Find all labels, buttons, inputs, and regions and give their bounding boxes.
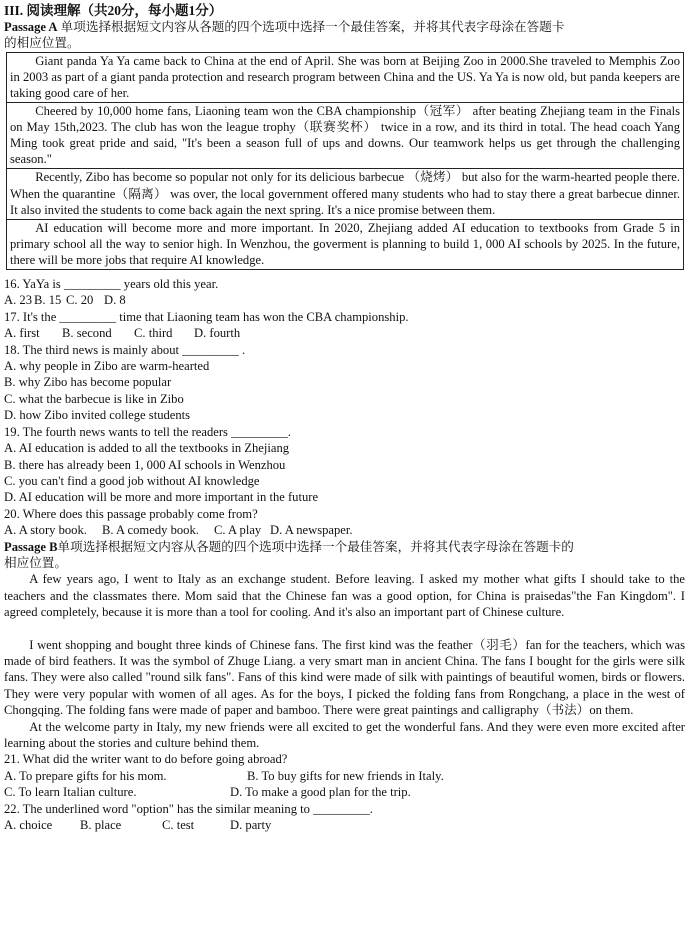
- question-stem: 19. The fourth news wants to tell the readers _________.: [4, 424, 291, 439]
- option-a[interactable]: A. A story book.: [4, 523, 87, 538]
- news-item: [7, 103, 683, 169]
- news-text: AI education will become more and more important. In 2020, Zhejiang added AI education to textbooks from Grade 5 in primary school all the way to senior high. In Wenzhou, the goverment is planning to build 1, 000 AI schools by 2025. In the future, there will be more jobs that require AI knowledge.: [10, 220, 680, 267]
- option-b[interactable]: B. there has already been 1, 000 AI schools in Wenzhou: [4, 457, 286, 472]
- option-d[interactable]: D. party: [230, 818, 272, 833]
- passage-b-paragraph: At the welcome party in Italy, my new friends were all excited to get the wonderful fans. And they were even more excited after learning about the stories and culture behind them.: [4, 719, 685, 750]
- option-c[interactable]: C. 20: [66, 293, 94, 308]
- option-b[interactable]: B. 15: [34, 293, 62, 308]
- question-options: [4, 768, 685, 784]
- news-item: [7, 220, 683, 269]
- passage-a-instruction: [4, 19, 685, 35]
- news-box: [6, 52, 684, 270]
- option-d[interactable]: D. how Zibo invited college students: [4, 408, 191, 423]
- question-stem: 22. The underlined word "option" has the similar meaning to _________.: [4, 801, 373, 816]
- question-stem: 17. It's the _________ time that Liaoning team has won the CBA championship.: [4, 309, 409, 324]
- question-stem: 16. YaYa is _________ years old this year.: [4, 277, 219, 292]
- option-c[interactable]: C. what the barbecue is like in Zibo: [4, 391, 184, 406]
- option-a[interactable]: A. AI education is added to all the textbooks in Zhejiang: [4, 441, 290, 456]
- option-d[interactable]: D. fourth: [194, 326, 241, 341]
- passage-a-instruction-text: 单项选择根据短文内容从各题的四个选项中选择一个最佳答案，并将其代表字母涂在答题卡: [57, 20, 565, 34]
- question-options: [4, 784, 685, 800]
- option-d[interactable]: D. 8: [104, 293, 126, 308]
- question-stem: 18. The third news is mainly about _________ .: [4, 342, 246, 357]
- option-a[interactable]: A. why people in Zibo are warm-hearted: [4, 359, 210, 374]
- option-a[interactable]: A. To prepare gifts for his mom.: [4, 768, 167, 783]
- question-stem: 21. What did the writer want to do before going abroad?: [4, 752, 288, 767]
- question-stem: 20. Where does this passage probably come from?: [4, 506, 258, 521]
- option-a[interactable]: A. first: [4, 326, 40, 341]
- news-text: Cheered by 10,000 home fans, Liaoning team won the CBA championship（冠军） after beating Zhejiang team in the Finals on May 15th,2023. The club has won the league trophy（联赛奖杯） twice in a row, and its third in total. The head coach Yang Ming took great pride and said, "It's been a season full of ups and downs. Our teamwork helps us get through the challenging season.": [10, 104, 680, 167]
- news-text: Recently, Zibo has become so popular not only for its delicious barbecue （烧烤） but also for the warm-hearted people there. When the quarantine（隔离） was over, the local government offered many students who had to stay there a great barbecue dinner. It also invited the students to come back again the next spring. It's a nice promise between them.: [10, 170, 680, 217]
- passage-b-instruction: [4, 539, 685, 555]
- option-c[interactable]: C. test: [162, 818, 195, 833]
- option-b[interactable]: B. second: [62, 326, 112, 341]
- option-b[interactable]: B. place: [80, 818, 122, 833]
- exam-page: [4, 2, 685, 833]
- passage-a-instruction-cont: 的相应位置。: [4, 36, 80, 51]
- passage-b-instruction-text: 单项选择根据短文内容从各题的四个选项中选择一个最佳答案，并将其代表字母涂在答题卡的: [57, 539, 574, 554]
- passage-b-instruction-cont: 相应位置。: [4, 555, 67, 570]
- question-options: [4, 325, 685, 341]
- passage-b-paragraph: I went shopping and bought three kinds of Chinese fans. The first kind was the feather（羽毛）fan for the teachers, which was made of bird feathers. It was the symbol of Zhuge Liang. a very smart man in ancient China. The fans I bought for the girls were silk fans. They were also called "round silk fans". Fans of this kind were made of silk with paintings of beautiful women, birds or flowers. They were very popular with women of all ages. As for the boys, I picked the folding fans from Rongchang, a place in the west of Chongqing. The folding fans were made of paper and bamboo. There were great paintings and calligraphy（书法）on them.: [4, 637, 685, 718]
- option-c[interactable]: C. A play: [214, 523, 262, 538]
- news-item: [7, 53, 683, 103]
- option-d[interactable]: D. A newspaper.: [270, 523, 353, 538]
- option-b[interactable]: B. A comedy book.: [102, 523, 199, 538]
- question-options: [4, 522, 685, 538]
- option-a[interactable]: A. 23: [4, 293, 32, 308]
- option-d[interactable]: D. AI education will be more and more important in the future: [4, 490, 319, 505]
- option-c[interactable]: C. To learn Italian culture.: [4, 785, 137, 800]
- option-b[interactable]: B. why Zibo has become popular: [4, 375, 172, 390]
- question-options: [4, 817, 685, 833]
- option-c[interactable]: C. you can't find a good job without AI knowledge: [4, 473, 260, 488]
- option-d[interactable]: D. To make a good plan for the trip.: [230, 785, 411, 800]
- question-options: [4, 292, 685, 308]
- passage-a-label: Passage A: [4, 20, 58, 34]
- passage-b-paragraph: A few years ago, I went to Italy as an exchange student. Before leaving. I asked my mother what gifts I should take to the teachers and the classmates there. Mom said that the Chinese fan was a good option, for China is praisedas"the Fan Kingdom". I agreed completely, because it is more than a tool for cooling. And it's also an important part of Chinese culture.: [4, 572, 685, 620]
- section-title: III. 阅读理解（共20分，每小题1分）: [4, 3, 223, 18]
- option-b[interactable]: B. To buy gifts for new friends in Italy.: [247, 768, 444, 783]
- passage-b-label: Passage B: [4, 539, 58, 554]
- news-text: Giant panda Ya Ya came back to China at the end of April. She was born at Beijing Zoo in 2000.She traveled to Memphis Zoo in 2003 as part of a giant panda protection and research program between China and the US. Ya Ya is now old, but panda keepers are taking good care of her.: [10, 53, 680, 100]
- news-item: [7, 169, 683, 219]
- option-a[interactable]: A. choice: [4, 818, 53, 833]
- option-c[interactable]: C. third: [134, 326, 173, 341]
